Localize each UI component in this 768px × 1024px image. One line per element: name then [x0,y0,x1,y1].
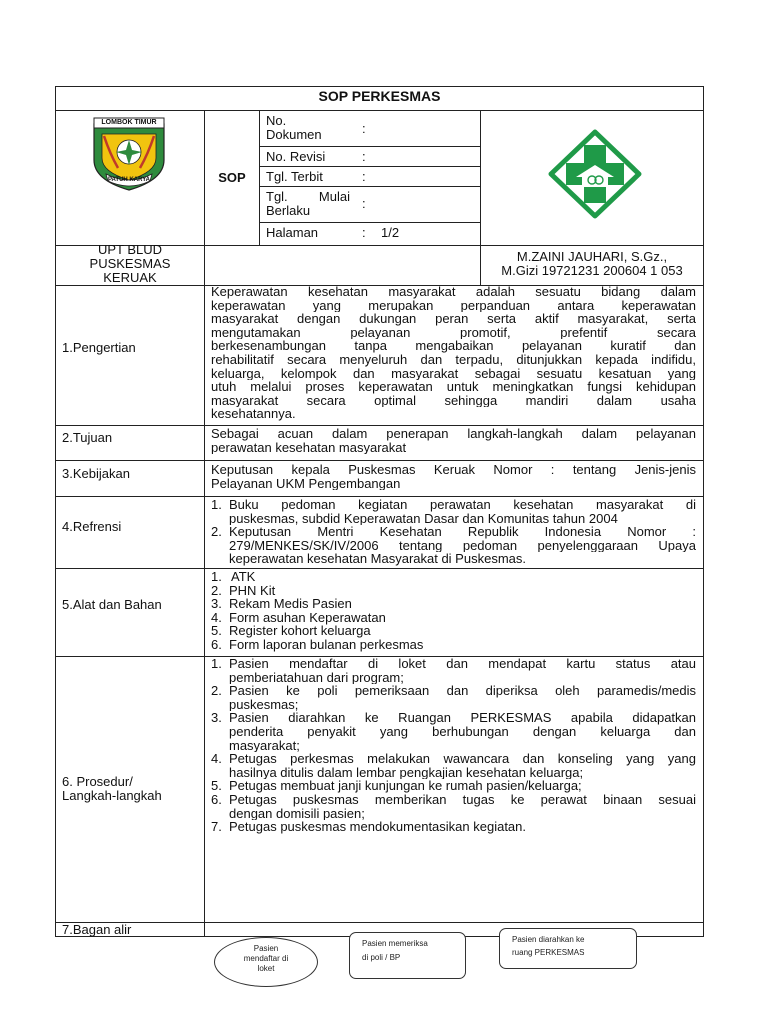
step-text: loket [257,964,275,973]
list-item-cont [211,739,696,753]
item-text: Petugas puskesmas mendokumentasikan kegiatan. [229,820,527,834]
field-label: Tgl. Mulai Berlaku [266,189,350,218]
list-item-cont [211,807,696,821]
item-text: Petugas membuat janji kunjungan ke rumah pasien/keluarga; [229,779,582,793]
org-name-line3: KERUAK [103,270,157,285]
item-number: 4. [211,609,222,625]
list-item [211,779,696,793]
alat-list [211,570,696,652]
item-text: puskesmas, subdid Keperawatan Dasar dan Komunitas tahun 2004 [229,511,618,526]
item-text: penderita penyakit yang berhubungan dengan keluarga dan [229,724,696,739]
item-text: Keputusan Mentri Kesehatan Republik Indonesia Nomor : [229,525,696,539]
kebijakan-text [211,463,696,490]
item-text: ATK [231,569,256,584]
list-item [211,684,696,698]
text-line: Keperawatan kesehatan masyarakat adalah sesuatu bidang dalam [211,285,696,299]
emblem-motto-text: PATUH KARYA [107,177,150,183]
list-item [211,638,696,652]
item-text: Buku pedoman kegiatan perawatan kesehatan masyarakat di [229,498,696,512]
emblem-banner-text: LOMBOK TIMUR [101,119,157,126]
list-item [211,657,696,671]
step-text: di poli / BP [362,953,401,962]
item-text: Petugas perkesmas melakukan wawancara dan konseling yang yang [229,752,696,766]
item-text: Register kohort keluarga [229,623,371,639]
flowchart-step-perkesmas [499,928,637,969]
page-count: 1/2 [381,225,400,240]
list-item [211,611,696,625]
item-number: 5. [211,778,222,794]
step-text: mendaftar di [243,954,289,963]
step-text: Pasien [253,944,279,953]
text-line: masyarakat dengan dukungan peran serta aktif masyarakat, serta [211,312,696,326]
tujuan-text [211,427,696,454]
list-item [211,498,696,512]
section-label-bagan: 7.Bagan alir [62,922,132,937]
item-text: keperawatan kesehatan Masyarakat di Puskesmas. [229,552,526,566]
text-line: kesehatannya. [211,407,296,421]
item-text: hasilnya ditulis dalam lembar pengkajian kesehatan keluarga; [229,765,584,780]
field-label: Tgl. Terbit [266,169,323,184]
section-label-kebijakan: 3.Kebijakan [62,466,130,481]
text-line: keluarga, kelompok dan masyarakat sebagai sesuatu kesatuan yang [211,366,696,381]
field-value: : [362,121,366,136]
field-label: No. Dokumen [266,113,322,142]
text-line: masyarakat secara optimal sehingga mandiri dalam usaha [211,393,696,408]
item-number: 6. [211,636,222,652]
item-number: 1. [211,497,222,512]
step-text: Pasien diarahkan ke [512,935,585,944]
document-title: SOP PERKESMAS [318,88,441,104]
text-line: Keputusan kepala Puskesmas Keruak Nomor : tentang Jenis-jenis [211,463,696,477]
list-item [211,597,696,611]
field-label: No. Revisi [266,149,326,164]
list-item [211,525,696,539]
pengertian-text [211,285,696,421]
item-text: masyarakat; [229,738,300,753]
item-text: 279/MENKES/SK/IV/2006 tentang pedoman penyelenggaraan Upaya [229,538,696,553]
field-value: : [362,196,366,211]
list-item-cont [211,766,696,780]
section-label-refrensi: 4.Refrensi [62,519,122,534]
signer-name: M.ZAINI JAUHARI, S.Gz., [516,249,668,264]
item-text: Pasien diarahkan ke Ruangan PERKESMAS apabila didapatkan [229,711,696,725]
item-number: 3. [211,596,222,612]
list-item [211,752,696,766]
flowchart-step-examination [349,932,466,979]
list-item [211,570,696,584]
item-number: 2. [211,524,222,540]
item-text: Pasien mendaftar di loket dan mendapat kartu status atau [229,657,696,671]
puskesmas-logo [548,129,642,219]
item-text: Form asuhan Keperawatan [229,609,386,625]
item-number: 1. [211,656,222,671]
list-item-cont [211,671,696,685]
section-label-pengertian: 1.Pengertian [62,340,136,355]
item-number: 1. [211,569,222,584]
item-text: pemberiatahuan dari program; [229,670,404,685]
section-label-prosedur-line2: Langkah-langkah [62,788,162,803]
list-item-cont [211,725,696,739]
item-text: dengan domisili pasien; [229,806,365,821]
org-name-line1: UPT BLUD [97,242,163,257]
lombok-timur-emblem [88,114,170,192]
text-line: Sebagai acuan dalam penerapan langkah-langkah dalam pelayanan [211,427,696,441]
list-item-cont [211,539,696,553]
refrensi-list [211,498,696,566]
list-item [211,584,696,598]
flowchart-step-register [214,937,318,987]
list-item-cont [211,698,696,712]
prosedur-list [211,657,696,834]
section-label-alat: 5.Alat dan Bahan [62,597,162,612]
text-line: berkesenambungan tanpa mengabaikan pelayanan kuratif dan [211,339,696,353]
text-line: rehabilitatif secara menyeluruh dan terpadu, ditunjukkan kepada indifidu, [211,352,696,367]
item-text: Rekam Medis Pasien [229,596,352,612]
section-label-tujuan: 2.Tujuan [62,430,113,445]
section-label-prosedur-line1: 6. Prosedur/ [62,774,133,789]
text-line: keperawatan yang merupakan perpanduan antara keperawatan [211,298,696,313]
item-number: 3. [211,710,222,726]
step-text: Pasien memeriksa [362,939,428,948]
text-line: mengutamakan pelayanan promotif, prefentif secara [211,325,696,340]
field-value: : [362,149,366,164]
sop-label: SOP [218,170,246,185]
list-item [211,820,696,834]
item-number: 6. [211,791,222,807]
item-text: Form laporan bulanan perkesmas [229,636,424,652]
item-text: PHN Kit [229,582,276,598]
list-item-cont [211,552,696,566]
org-name-line2: PUSKESMAS [89,256,171,271]
item-number: 2. [211,582,222,598]
list-item [211,624,696,638]
item-number: 7. [211,819,222,835]
field-label: Halaman [266,225,319,240]
text-line: perawatan kesehatan masyarakat [211,440,407,455]
text-line: Pelayanan UKM Pengembangan [211,476,401,491]
list-item [211,711,696,725]
step-text: ruang PERKESMAS [512,948,585,957]
list-item [211,793,696,807]
item-text: Petugas puskesmas memberikan tugas ke perawat binaan sesuai [229,792,696,807]
signer-nip: M.Gizi 19721231 200604 1 053 [501,263,683,278]
item-text: Pasien ke poli pemeriksaan dan diperiksa oleh paramedis/medis [229,684,696,698]
field-value: : [362,225,366,240]
list-item-cont [211,512,696,526]
item-number: 5. [211,623,222,639]
item-number: 4. [211,751,222,767]
item-number: 2. [211,683,222,699]
field-value: : [362,169,366,184]
text-line: utuh melalui proses keperawatan untuk meningkatkan fungsi kehidupan [211,380,696,394]
item-text: puskesmas; [229,697,299,712]
